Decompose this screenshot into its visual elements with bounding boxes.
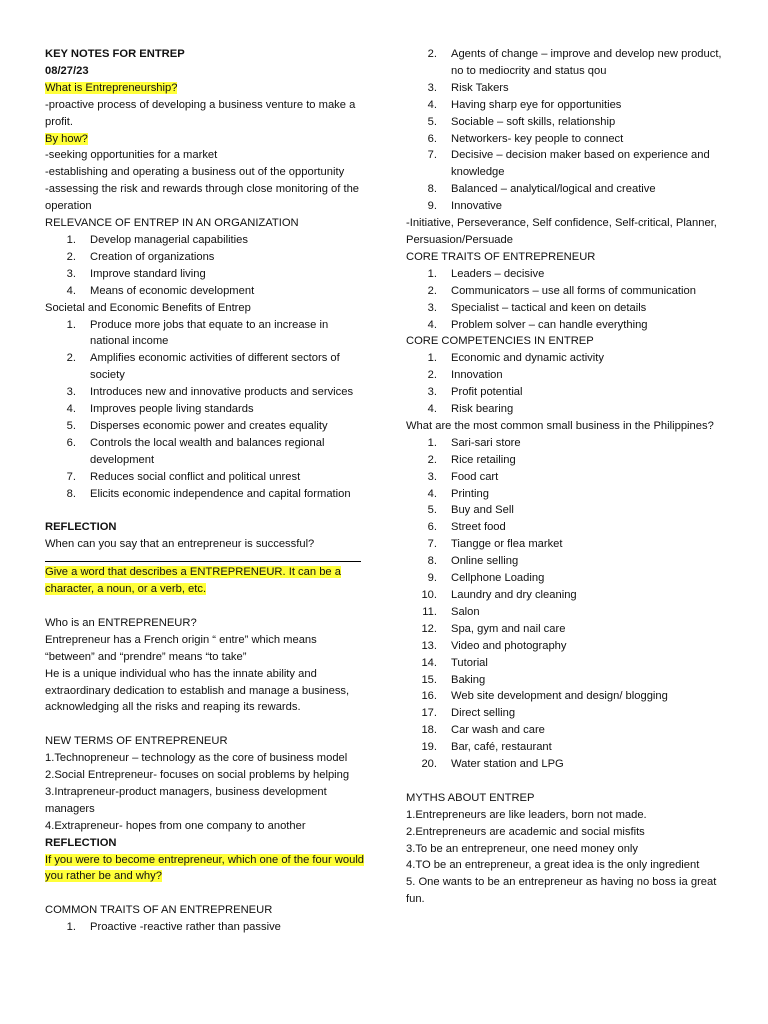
list-item: 4. Risk bearing (427, 403, 514, 416)
list-item: 7. Decisive – decision maker based on experience and knowledge (427, 149, 710, 179)
core-competencies-list (406, 350, 736, 418)
list-item: 2. Innovation (427, 369, 503, 382)
list-item: 4. Means of economic development (66, 284, 255, 297)
traits-extra: -Initiative, Perseverance, Self confidence, Self-critical, Planner, Persuasion/Persuade (406, 217, 717, 246)
myth-item: 2.Entrepreneurs are academic and social misfits (406, 825, 645, 838)
list-item: 6. Street food (427, 521, 506, 534)
traits-list (45, 919, 365, 936)
core-competencies-heading: CORE COMPETENCIES IN ENTREP (406, 335, 594, 348)
small-business-list (406, 435, 736, 773)
list-item: 9. Innovative (427, 200, 502, 213)
list-item: 7. Reduces social conflict and political unrest (66, 470, 301, 483)
list-item: 8. Balanced – analytical/logical and creative (427, 183, 656, 196)
list-item: 12. Spa, gym and nail care (421, 622, 566, 635)
who-text: Entrepreneur has a French origin “ entre” which means “between” and “prendre” means “to take” (45, 633, 317, 663)
reflection-heading: REFLECTION (45, 521, 117, 534)
what-question: What is Entrepreneurship? (45, 81, 178, 94)
list-item: 2. Rice retailing (427, 453, 516, 466)
list-item: 15. Baking (421, 673, 486, 686)
byhow-line: -seeking opportunities for a market (45, 149, 218, 162)
list-item: 5. Buy and Sell (427, 504, 514, 517)
core-traits-list (406, 266, 736, 334)
list-item: 1. Proactive -reactive rather than passive (66, 921, 281, 934)
list-item: 7. Tiangge or flea market (427, 538, 563, 551)
list-item: 20. Water station and LPG (421, 758, 564, 771)
list-item: 1. Produce more jobs that equate to an increase in national income (66, 318, 329, 348)
myth-item: 1.Entrepreneurs are like leaders, born not made. (406, 808, 647, 821)
answer-line (45, 561, 361, 562)
core-traits-heading: CORE TRAITS OF ENTREPRENEUR (406, 250, 596, 263)
byhow-question: By how? (45, 132, 88, 145)
list-item: 1. Develop managerial capabilities (66, 233, 248, 246)
doc-title: KEY NOTES FOR ENTREP (45, 48, 185, 60)
byhow-line: -establishing and operating a business out of the opportunity (45, 166, 345, 179)
list-item: 3. Risk Takers (427, 81, 509, 94)
list-item: 3. Profit potential (427, 386, 523, 399)
doc-date: 08/27/23 (45, 64, 89, 77)
list-item: 1. Economic and dynamic activity (427, 352, 604, 365)
list-item: 1. Leaders – decisive (427, 267, 545, 280)
list-item: 6. Networkers- key people to connect (427, 132, 624, 145)
list-item: 4. Having sharp eye for opportunities (427, 98, 622, 111)
list-item: 4. Printing (427, 487, 489, 500)
list-item: 3. Introduces new and innovative products and services (66, 386, 354, 399)
what-answer: -proactive process of developing a business venture to make a profit. (45, 98, 356, 128)
list-item: 8. Online selling (427, 555, 519, 568)
myth-item: 3.To be an entrepreneur, one need money only (406, 842, 638, 855)
small-business-question: What are the most common small business in the Philippines? (406, 419, 714, 432)
list-item: 3. Specialist – tactical and keen on details (427, 301, 647, 314)
societal-heading: Societal and Economic Benefits of Entrep (45, 301, 251, 314)
list-item: 17. Direct selling (421, 707, 516, 720)
list-item: 4. Improves people living standards (66, 403, 254, 416)
list-item: 1. Sari-sari store (427, 436, 521, 449)
list-item: 4. Problem solver – can handle everything (427, 318, 648, 331)
list-item: 3. Improve standard living (66, 267, 206, 280)
list-item: 14. Tutorial (421, 656, 488, 669)
newterm-item: 2.Social Entrepreneur- focuses on social problems by helping (45, 769, 350, 782)
reflection-question: When can you say that an entrepreneur is successful? (45, 538, 315, 551)
myth-item: 5. One wants to be an entrepreneur as having no boss ia great fun. (406, 876, 717, 906)
traits-heading: COMMON TRAITS OF AN ENTREPRENEUR (45, 904, 273, 917)
list-item: 5. Disperses economic power and creates equality (66, 419, 328, 432)
newterm-item: 3.Intrapreneur-product managers, business development managers (45, 785, 327, 815)
left-column (45, 46, 365, 936)
give-word-prompt: Give a word that describes a ENTREPRENEUR. It can be a character, a noun, or a verb, etc. (45, 566, 341, 596)
list-item: 2. Amplifies economic activities of different sectors of society (66, 352, 340, 382)
relevance-list (45, 232, 365, 300)
traits-list-continued (406, 46, 736, 215)
list-item: 18. Car wash and care (421, 724, 545, 737)
list-item: 16. Web site development and design/ blogging (421, 690, 668, 703)
list-item: 11. Salon (422, 605, 480, 618)
myths-heading: MYTHS ABOUT ENTREP (406, 791, 535, 804)
list-item: 2. Communicators – use all forms of communication (427, 284, 696, 297)
myth-item: 4.TO be an entrepreneur, a great idea is the only ingredient (406, 859, 700, 872)
list-item: 5. Sociable – soft skills, relationship (427, 115, 616, 128)
newterm-item: 1.Technopreneur – technology as the core of business model (45, 752, 348, 765)
reflection-heading: REFLECTION (45, 836, 117, 849)
byhow-line: -assessing the risk and rewards through close monitoring of the operation (45, 183, 360, 213)
list-item: 2. Agents of change – improve and develop new product, no to mediocrity and status qou (427, 48, 722, 77)
list-item: 6. Controls the local wealth and balances regional development (66, 436, 325, 466)
list-item: 19. Bar, café, restaurant (421, 741, 552, 754)
list-item: 2. Creation of organizations (66, 250, 215, 263)
newterms-heading: NEW TERMS OF ENTREPRENEUR (45, 735, 228, 748)
who-heading: Who is an ENTREPRENEUR? (45, 616, 197, 629)
list-item: 3. Food cart (427, 470, 499, 483)
who-text-2: He is a unique individual who has the innate ability and extraordinary dedication to establish and manage a business, acknowledging all the risks and reaping its rewards. (45, 667, 350, 714)
list-item: 8. Elicits economic independence and capital formation (66, 487, 351, 500)
list-item: 10. Laundry and dry cleaning (421, 589, 577, 601)
reflection-question-highlight: If you were to become entrepreneur, which one of the four would you rather be and why? (45, 853, 365, 883)
newterm-item: 4.Extrapreneur- hopes from one company to another (45, 819, 306, 832)
list-item: 13. Video and photography (421, 639, 567, 652)
societal-list (45, 317, 365, 503)
right-column (406, 46, 736, 908)
list-item: 9. Cellphone Loading (427, 572, 545, 585)
relevance-heading: RELEVANCE OF ENTREP IN AN ORGANIZATION (45, 217, 299, 230)
